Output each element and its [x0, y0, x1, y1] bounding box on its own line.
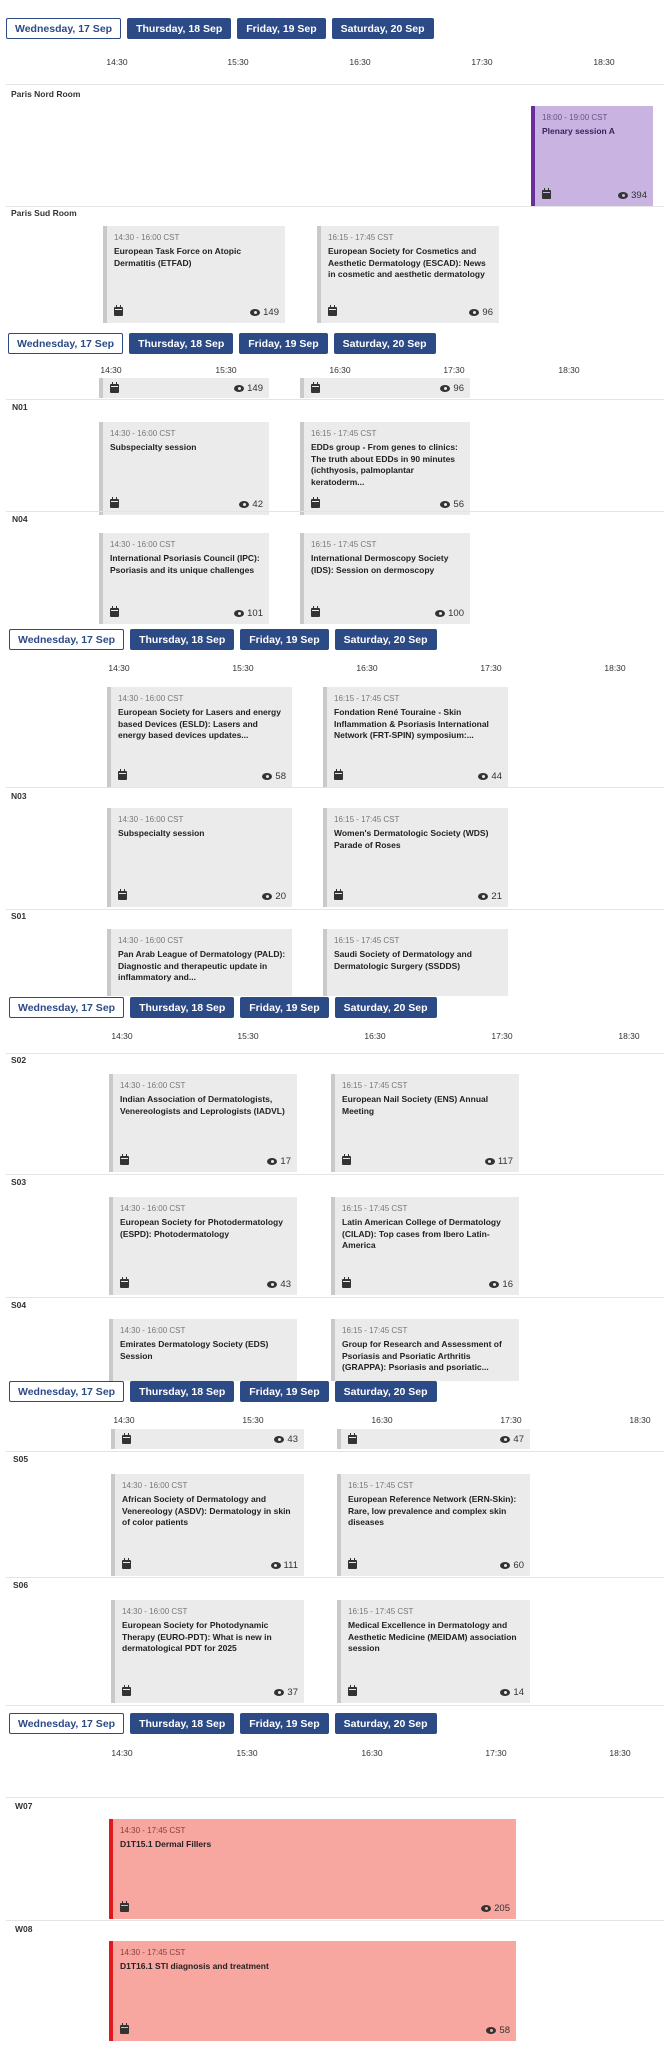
session-title: D1T16.1 STI diagnosis and treatment	[120, 1961, 269, 1971]
session-time: 16:15 - 17:45 CST	[348, 1607, 414, 1616]
session-time: 14:30 - 16:00 CST	[122, 1481, 188, 1490]
session-time: 14:30 - 17:45 CST	[120, 1948, 186, 1957]
view-count-value: 149	[247, 383, 263, 394]
session-card[interactable]	[337, 1600, 530, 1703]
session-card[interactable]	[109, 1074, 297, 1172]
time-label: 16:30	[329, 365, 351, 375]
session-time: 14:30 - 16:00 CST	[118, 936, 184, 945]
time-label: 16:30	[349, 57, 371, 67]
time-label: 17:30	[485, 1748, 507, 1758]
schedule-panel	[0, 627, 669, 996]
session-title: Latin American College of Dermatology (CILAD): Top cases from Ibero Latin-America	[342, 1217, 501, 1250]
calendar-icon[interactable]	[342, 1279, 351, 1288]
calendar-icon[interactable]	[120, 1903, 129, 1912]
session-title: European Reference Network (ERN-Skin): Rare, low prevalence and complex skin diseases	[348, 1494, 517, 1527]
view-count	[250, 307, 279, 318]
view-count-value: 111	[283, 1560, 298, 1571]
schedule-panel	[0, 996, 669, 1381]
session-time: 16:15 - 17:45 CST	[342, 1081, 408, 1090]
session-card[interactable]	[107, 929, 292, 996]
divider	[6, 84, 664, 85]
view-count-value: 96	[453, 383, 464, 394]
session-title: International Dermoscopy Society (IDS): Session on dermoscopy	[311, 553, 449, 575]
room-label: S04	[11, 1300, 27, 1310]
time-label: 17:30	[471, 57, 493, 67]
divider	[6, 909, 664, 910]
calendar-icon[interactable]	[122, 1687, 131, 1696]
divider	[6, 1174, 664, 1175]
session-time: 14:30 - 16:00 CST	[114, 233, 180, 242]
time-label: 18:30	[618, 1031, 640, 1041]
session-time: 14:30 - 16:00 CST	[118, 815, 184, 824]
time-label: 14:30	[111, 1748, 133, 1758]
room-label: S03	[11, 1177, 27, 1187]
view-count-value: 58	[499, 2025, 510, 2036]
view-count-value: 100	[448, 608, 464, 619]
time-label: 18:30	[609, 1748, 631, 1758]
view-count	[481, 1903, 510, 1914]
tab-friday[interactable]: Friday, 19 Sep	[240, 1713, 328, 1734]
calendar-icon[interactable]	[118, 771, 127, 780]
view-count	[267, 1279, 291, 1290]
calendar-icon[interactable]	[348, 1560, 357, 1569]
tab-friday[interactable]: Friday, 19 Sep	[240, 1381, 328, 1402]
session-card[interactable]	[109, 1319, 297, 1381]
room-label: W07	[15, 1801, 33, 1811]
schedule-panel	[0, 332, 669, 627]
eye-icon	[481, 1905, 491, 1912]
time-label: 15:30	[237, 1031, 259, 1041]
eye-icon	[500, 1436, 510, 1443]
session-title: European Society for Cosmetics and Aesthetic Dermatology (ESCAD): News in cosmetic and aesthetic dermatology	[328, 246, 486, 279]
session-title: Subspecialty session	[118, 828, 205, 838]
calendar-icon[interactable]	[120, 1279, 129, 1288]
divider	[6, 1920, 664, 1921]
session-title: Subspecialty session	[110, 442, 197, 452]
view-count-value: 149	[263, 307, 279, 318]
tab-thursday[interactable]: Thursday, 18 Sep	[130, 1381, 234, 1402]
session-time: 14:30 - 17:45 CST	[120, 1826, 186, 1835]
view-count	[500, 1687, 524, 1698]
session-card[interactable]	[111, 1429, 304, 1449]
session-title: International Psoriasis Council (IPC): Psoriasis and its unique challenges	[110, 553, 260, 575]
session-title: EDDs group - From genes to clinics: The truth about EDDs in 90 minutes (ichthyosis, palmoplantar keratoderm...	[311, 442, 458, 487]
day-tabs	[8, 333, 436, 354]
time-label: 18:30	[558, 365, 580, 375]
session-time: 16:15 - 17:45 CST	[342, 1204, 408, 1213]
divider	[6, 787, 664, 788]
time-label: 14:30	[100, 365, 122, 375]
session-title: European Society for Photodynamic Therapy (EURO-PDT): What is new in dermatological PDT for 2025	[122, 1620, 272, 1653]
eye-icon	[478, 893, 488, 900]
eye-icon	[234, 610, 244, 617]
session-time: 16:15 - 17:45 CST	[311, 429, 377, 438]
room-label: Paris Sud Room	[11, 208, 77, 218]
view-count-value: 58	[275, 771, 286, 782]
time-label: 14:30	[113, 1415, 135, 1425]
view-count	[234, 383, 263, 394]
day-tabs	[9, 1713, 437, 1734]
time-label: 15:30	[227, 57, 249, 67]
view-count	[262, 771, 286, 782]
tab-friday[interactable]: Friday, 19 Sep	[237, 18, 325, 39]
view-count-value: 43	[287, 1434, 298, 1445]
eye-icon	[469, 309, 479, 316]
view-count	[271, 1560, 298, 1571]
session-title: European Task Force on Atopic Dermatitis (ETFAD)	[114, 246, 242, 268]
view-count-value: 16	[502, 1279, 513, 1290]
view-count	[469, 307, 493, 318]
calendar-icon[interactable]	[122, 1560, 131, 1569]
session-title: European Society for Photodermatology (ESPD): Photodermatology	[120, 1217, 283, 1239]
session-title: Women's Dermatologic Society (WDS) Parade of Roses	[334, 828, 489, 850]
eye-icon	[267, 1281, 277, 1288]
session-title: Saudi Society of Dermatology and Dermatologic Surgery (SSDDS)	[334, 949, 472, 971]
calendar-icon[interactable]	[542, 190, 551, 199]
view-count	[500, 1434, 524, 1445]
session-card[interactable]	[323, 929, 508, 996]
divider	[6, 1577, 664, 1578]
eye-icon	[267, 1158, 277, 1165]
calendar-icon[interactable]	[348, 1435, 357, 1444]
divider	[6, 399, 664, 400]
eye-icon	[435, 610, 445, 617]
time-label: 16:30	[364, 1031, 386, 1041]
view-count	[485, 1156, 513, 1167]
session-time: 16:15 - 17:45 CST	[348, 1481, 414, 1490]
view-count	[234, 608, 263, 619]
tab-thursday[interactable]: Thursday, 18 Sep	[130, 997, 234, 1018]
eye-icon	[262, 773, 272, 780]
calendar-icon[interactable]	[334, 771, 343, 780]
tab-saturday[interactable]: Saturday, 20 Sep	[332, 18, 434, 39]
eye-icon	[618, 192, 628, 199]
calendar-icon[interactable]	[110, 499, 119, 508]
divider	[6, 1297, 664, 1298]
view-count-value: 117	[497, 1156, 513, 1167]
calendar-icon[interactable]	[311, 384, 320, 393]
time-label: 18:30	[593, 57, 615, 67]
view-count	[486, 2025, 510, 2036]
view-count-value: 47	[513, 1434, 524, 1445]
session-time: 14:30 - 16:00 CST	[118, 694, 184, 703]
schedule-panel	[0, 1381, 669, 1713]
room-label: N01	[12, 402, 28, 412]
tab-wednesday[interactable]: Wednesday, 17 Sep	[9, 1713, 124, 1734]
view-count-value: 42	[252, 499, 263, 510]
day-tabs	[9, 997, 437, 1018]
tab-thursday[interactable]: Thursday, 18 Sep	[129, 333, 233, 354]
calendar-icon[interactable]	[114, 307, 123, 316]
day-tabs	[9, 1381, 437, 1402]
calendar-icon[interactable]	[334, 891, 343, 900]
tab-wednesday[interactable]: Wednesday, 17 Sep	[9, 629, 124, 650]
session-card[interactable]	[109, 1941, 516, 2041]
session-card[interactable]	[531, 106, 653, 206]
tab-saturday[interactable]: Saturday, 20 Sep	[335, 997, 437, 1018]
time-label: 14:30	[111, 1031, 133, 1041]
session-time: 16:15 - 17:45 CST	[342, 1326, 408, 1335]
session-card[interactable]	[300, 422, 470, 515]
session-title: European Society for Lasers and energy based Devices (ESLD): Lasers and energy based devices updates...	[118, 707, 281, 740]
session-time: 18:00 - 19:00 CST	[542, 113, 608, 122]
schedule-panel	[0, 0, 669, 332]
view-count-value: 60	[513, 1560, 524, 1571]
time-label: 18:30	[604, 663, 626, 673]
room-label: S05	[13, 1454, 29, 1464]
time-label: 16:30	[361, 1748, 383, 1758]
eye-icon	[500, 1562, 510, 1569]
view-count	[489, 1279, 513, 1290]
session-title: Pan Arab League of Dermatology (PALD): Diagnostic and therapeutic update in inflammatory and...	[118, 949, 286, 982]
session-card[interactable]	[300, 378, 470, 398]
session-time: 14:30 - 16:00 CST	[122, 1607, 188, 1616]
eye-icon	[489, 1281, 499, 1288]
session-title: Plenary session A	[542, 126, 615, 136]
session-card[interactable]	[331, 1319, 519, 1381]
day-tabs	[9, 629, 437, 650]
calendar-icon[interactable]	[110, 384, 119, 393]
room-label: S01	[11, 911, 27, 921]
eye-icon	[274, 1689, 284, 1696]
view-count	[239, 499, 263, 510]
session-card[interactable]	[99, 533, 269, 624]
session-time: 16:15 - 17:45 CST	[328, 233, 394, 242]
eye-icon	[271, 1562, 281, 1569]
session-time: 14:30 - 16:00 CST	[110, 540, 176, 549]
view-count-value: 37	[287, 1687, 298, 1698]
calendar-icon[interactable]	[118, 891, 127, 900]
eye-icon	[234, 385, 244, 392]
view-count	[440, 499, 464, 510]
view-count	[274, 1687, 298, 1698]
room-label: N03	[11, 791, 27, 801]
calendar-icon[interactable]	[328, 307, 337, 316]
day-tabs	[6, 18, 434, 39]
tab-thursday[interactable]: Thursday, 18 Sep	[127, 18, 231, 39]
session-title: Medical Excellence in Dermatology and Aesthetic Medicine (MEIDAM) association session	[348, 1620, 517, 1653]
tab-wednesday[interactable]: Wednesday, 17 Sep	[9, 997, 124, 1018]
time-label: 15:30	[236, 1748, 258, 1758]
divider	[6, 1451, 664, 1452]
time-label: 18:30	[629, 1415, 651, 1425]
time-label: 17:30	[491, 1031, 513, 1041]
session-card[interactable]	[331, 1197, 519, 1295]
time-label: 17:30	[500, 1415, 522, 1425]
calendar-icon[interactable]	[120, 2025, 129, 2034]
calendar-icon[interactable]	[311, 608, 320, 617]
divider	[6, 206, 664, 207]
calendar-icon[interactable]	[122, 1435, 131, 1444]
room-label: N04	[12, 514, 28, 524]
eye-icon	[262, 893, 272, 900]
session-card[interactable]	[99, 378, 269, 398]
calendar-icon[interactable]	[342, 1156, 351, 1165]
room-label: W08	[15, 1924, 33, 1934]
tab-saturday[interactable]: Saturday, 20 Sep	[335, 1381, 437, 1402]
view-count-value: 44	[491, 771, 502, 782]
session-card[interactable]	[323, 687, 508, 787]
session-title: African Society of Dermatology and Venereology (ASDV): Dermatology in skin of color patients	[122, 1494, 291, 1527]
room-label: S06	[13, 1580, 29, 1590]
tab-friday[interactable]: Friday, 19 Sep	[239, 333, 327, 354]
tab-wednesday[interactable]: Wednesday, 17 Sep	[8, 333, 123, 354]
tab-saturday[interactable]: Saturday, 20 Sep	[335, 629, 437, 650]
tab-friday[interactable]: Friday, 19 Sep	[240, 629, 328, 650]
time-label: 17:30	[443, 365, 465, 375]
view-count	[262, 891, 286, 902]
eye-icon	[440, 501, 450, 508]
view-count-value: 21	[491, 891, 502, 902]
divider	[6, 1797, 664, 1798]
eye-icon	[274, 1436, 284, 1443]
session-card[interactable]	[109, 1197, 297, 1295]
session-card[interactable]	[99, 422, 269, 515]
session-title: Fondation René Touraine - Skin Inflammation & Psoriasis International Network (FRT-SPIN) symposium:...	[334, 707, 489, 740]
view-count	[500, 1560, 524, 1571]
session-card[interactable]	[337, 1429, 530, 1449]
view-count	[618, 190, 647, 201]
tab-thursday[interactable]: Thursday, 18 Sep	[130, 1713, 234, 1734]
time-label: 16:30	[356, 663, 378, 673]
session-time: 14:30 - 16:00 CST	[120, 1081, 186, 1090]
tab-thursday[interactable]: Thursday, 18 Sep	[130, 629, 234, 650]
view-count	[435, 608, 464, 619]
session-time: 14:30 - 16:00 CST	[110, 429, 176, 438]
room-label: Paris Nord Room	[11, 89, 81, 99]
time-label: 15:30	[232, 663, 254, 673]
session-card[interactable]	[107, 687, 292, 787]
tab-friday[interactable]: Friday, 19 Sep	[240, 997, 328, 1018]
view-count-value: 56	[453, 499, 464, 510]
view-count-value: 43	[280, 1279, 291, 1290]
time-label: 14:30	[108, 663, 130, 673]
time-label: 15:30	[242, 1415, 264, 1425]
session-card[interactable]	[300, 533, 470, 624]
session-title: European Nail Society (ENS) Annual Meeting	[342, 1094, 489, 1116]
session-title: Indian Association of Dermatologists, Venereologists and Leprologists (IADVL)	[120, 1094, 285, 1116]
divider	[6, 1053, 664, 1054]
view-count	[478, 891, 502, 902]
session-card[interactable]	[111, 1474, 304, 1576]
time-label: 17:30	[480, 663, 502, 673]
session-title: Group for Research and Assessment of Psoriasis and Psoriatic Arthritis (GRAPPA): Psoriasis and psoriatic...	[342, 1339, 502, 1372]
view-count-value: 96	[482, 307, 493, 318]
view-count-value: 101	[247, 608, 263, 619]
view-count-value: 20	[275, 891, 286, 902]
view-count	[478, 771, 502, 782]
session-card[interactable]	[337, 1474, 530, 1576]
session-time: 14:30 - 16:00 CST	[120, 1204, 186, 1213]
schedule-panel	[0, 1713, 669, 2066]
time-label: 14:30	[106, 57, 128, 67]
session-card[interactable]	[331, 1074, 519, 1172]
session-time: 16:15 - 17:45 CST	[334, 815, 400, 824]
session-title: D1T15.1 Dermal Fillers	[120, 1839, 212, 1849]
session-card[interactable]	[103, 226, 285, 323]
view-count	[440, 383, 464, 394]
eye-icon	[486, 2027, 496, 2034]
calendar-icon[interactable]	[348, 1687, 357, 1696]
session-title: Emirates Dermatology Society (EDS) Session	[120, 1339, 269, 1361]
tab-saturday[interactable]: Saturday, 20 Sep	[334, 333, 436, 354]
calendar-icon[interactable]	[311, 499, 320, 508]
session-card[interactable]	[111, 1600, 304, 1703]
view-count-value: 14	[513, 1687, 524, 1698]
view-count-value: 394	[631, 190, 647, 201]
eye-icon	[440, 385, 450, 392]
session-time: 16:15 - 17:45 CST	[334, 694, 400, 703]
calendar-icon[interactable]	[110, 608, 119, 617]
view-count-value: 17	[280, 1156, 291, 1167]
time-label: 16:30	[371, 1415, 393, 1425]
session-card[interactable]	[317, 226, 499, 323]
eye-icon	[250, 309, 260, 316]
tab-wednesday[interactable]: Wednesday, 17 Sep	[6, 18, 121, 39]
eye-icon	[478, 773, 488, 780]
divider	[6, 1705, 664, 1706]
view-count	[274, 1434, 298, 1445]
session-time: 14:30 - 16:00 CST	[120, 1326, 186, 1335]
view-count-value: 205	[494, 1903, 510, 1914]
session-time: 16:15 - 17:45 CST	[311, 540, 377, 549]
session-time: 16:15 - 17:45 CST	[334, 936, 400, 945]
calendar-icon[interactable]	[120, 1156, 129, 1165]
session-card[interactable]	[107, 808, 292, 907]
room-label: S02	[11, 1055, 27, 1065]
session-card[interactable]	[109, 1819, 516, 1919]
eye-icon	[239, 501, 249, 508]
eye-icon	[500, 1689, 510, 1696]
time-label: 15:30	[215, 365, 237, 375]
tab-saturday[interactable]: Saturday, 20 Sep	[335, 1713, 437, 1734]
view-count	[267, 1156, 291, 1167]
session-card[interactable]	[323, 808, 508, 907]
divider	[6, 511, 664, 512]
eye-icon	[485, 1158, 495, 1165]
tab-wednesday[interactable]: Wednesday, 17 Sep	[9, 1381, 124, 1402]
